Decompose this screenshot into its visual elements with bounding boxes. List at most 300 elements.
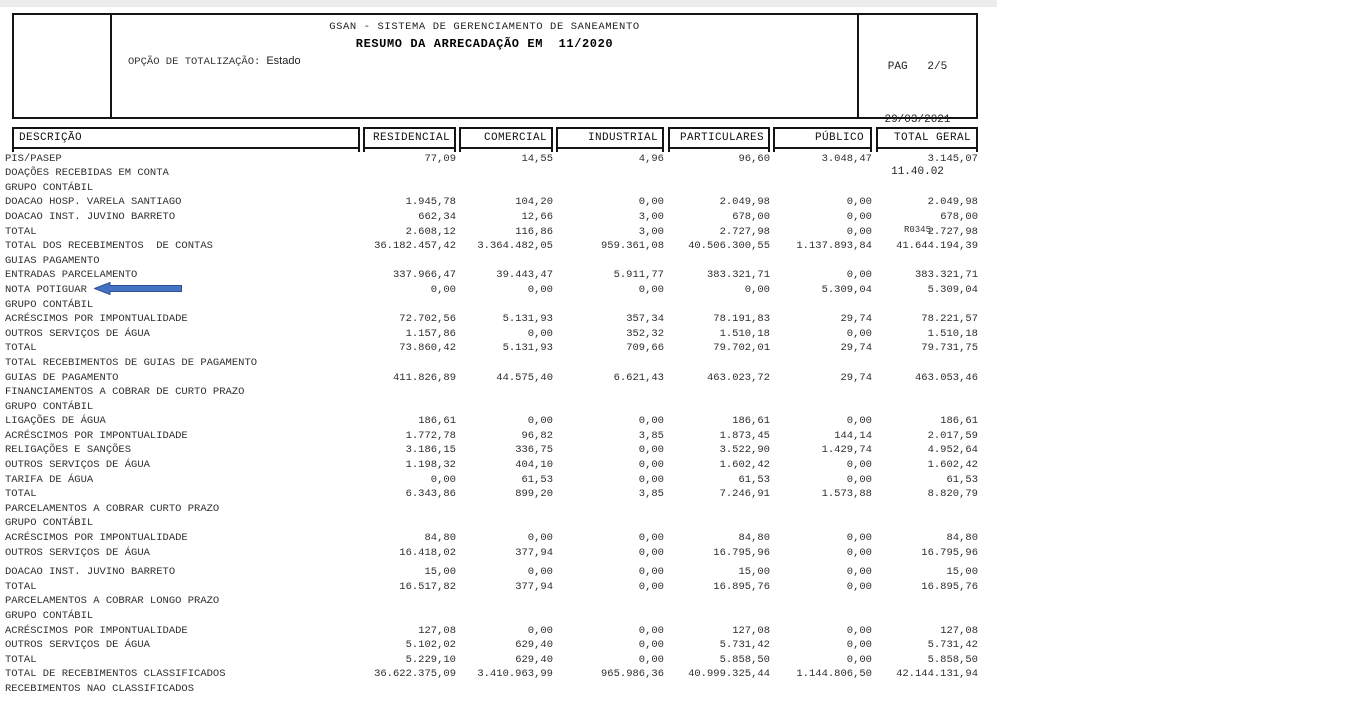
cell-comercial: 0,00 [527,415,553,428]
table-row [5,544,978,559]
cell-industrial: 0,00 [638,653,664,666]
column-header-residencial: RESIDENCIAL [363,127,456,149]
cell-total-geral: 78.221,57 [921,313,978,326]
cell-particulares [664,515,770,530]
cell-residencial: 0,00 [430,283,456,296]
table-row [5,486,978,501]
row-label: GRUPO CONTÁBIL [5,181,94,194]
cell-total-geral [872,607,978,622]
cell-residencial: 77,09 [424,152,456,165]
cell-residencial [363,179,456,194]
row-label: TARIFA DE ÁGUA [5,473,94,486]
cell-publico: 0,00 [846,415,872,428]
cell-particulares: 78.191,83 [713,313,770,326]
table-row [5,384,978,399]
cell-residencial: 72.702,56 [399,313,456,326]
row-label: NOTA POTIGUAR [5,281,363,296]
blue-left-arrow-icon [94,282,182,295]
cell-total-geral: 2.727,98 [927,225,978,238]
cell-industrial: 959.361,08 [600,240,664,253]
cell-total-geral [872,593,978,608]
row-label: FINANCIAMENTOS A COBRAR DE CURTO PRAZO [5,386,245,399]
cell-publico: 0,00 [846,580,872,593]
row-label: TOTAL [5,580,37,593]
cell-publico [770,680,872,695]
report-time: 11.40.02 [891,166,944,178]
cell-industrial [553,179,664,194]
row-label: DOACAO HOSP. VARELA SANTIAGO [5,196,182,209]
cell-residencial: 5.229,10 [405,653,456,666]
cell-comercial [456,252,553,267]
cell-total-geral [872,384,978,399]
cell-particulares [664,354,770,369]
cell-comercial: 116,86 [515,225,553,238]
table-row [5,471,978,486]
cell-particulares: 463.023,72 [706,371,770,384]
table-row [5,296,978,311]
column-header-comercial: COMERCIAL [459,127,553,149]
cell-particulares: 15,00 [738,566,770,579]
cell-particulares [664,593,770,608]
table-row [5,194,978,209]
row-label: TOTAL [5,488,37,501]
cell-residencial: 1.945,78 [405,196,456,209]
cell-comercial [456,515,553,530]
row-label: RELIGAÇÕES E SANÇÕES [5,444,132,457]
cell-publico: 29,74 [840,371,872,384]
row-label: TOTAL RECEBIMENTOS DE GUIAS DE PAGAMENTO [5,356,258,369]
cell-industrial: 352,32 [626,327,664,340]
cell-residencial: 127,08 [418,624,456,637]
cell-industrial [553,500,664,515]
cell-particulares [664,500,770,515]
cell-residencial: 2.608,12 [405,225,456,238]
cell-total-geral [872,252,978,267]
cell-residencial: 1.198,32 [405,459,456,472]
cell-publico: 1.429,74 [821,444,872,457]
cell-publico [770,607,872,622]
cell-residencial: 15,00 [424,566,456,579]
cell-publico: 0,00 [846,459,872,472]
summary-table [5,150,978,695]
cell-particulares: 3.522,90 [719,444,770,457]
cell-publico: 0,00 [846,327,872,340]
cell-publico: 0,00 [846,653,872,666]
cell-industrial: 6.621,43 [613,371,664,384]
row-label: DOAÇÕES RECEBIDAS EM CONTA [5,167,169,180]
row-label: ACRÉSCIMOS POR IMPONTUALIDADE [5,313,188,326]
cell-residencial [363,500,456,515]
cell-total-geral: 383.321,71 [914,269,978,282]
logo-placeholder [14,15,112,117]
cell-industrial: 3,85 [638,429,664,442]
cell-particulares: 1.873,45 [719,429,770,442]
cell-particulares: 383.321,71 [706,269,770,282]
cell-residencial [363,384,456,399]
cell-residencial: 36.182.457,42 [374,240,456,253]
cell-comercial: 14,55 [521,152,553,165]
cell-total-geral: 1.602,42 [927,459,978,472]
table-row [5,398,978,413]
cell-publico: 1.144.806,50 [796,668,872,681]
cell-comercial: 377,94 [515,546,553,559]
cell-industrial [553,593,664,608]
cell-industrial: 3,00 [638,225,664,238]
cell-industrial [553,252,664,267]
cell-particulares: 96,60 [738,152,770,165]
cell-total-geral: 42.144.131,94 [896,668,978,681]
table-row [5,369,978,384]
cell-industrial: 965.986,36 [600,668,664,681]
page-number: PAG 2/5 [887,61,948,73]
cell-comercial [456,296,553,311]
row-label: RECEBIMENTOS NAO CLASSIFICADOS [5,682,195,695]
cell-total-geral: 2.049,98 [927,196,978,209]
table-row [5,311,978,326]
cell-residencial: 337.966,47 [392,269,456,282]
column-header-total-geral: TOTAL GERAL [876,127,978,149]
cell-particulares [664,384,770,399]
cell-publico: 0,00 [846,269,872,282]
cell-industrial [553,354,664,369]
cell-particulares: 2.049,98 [719,196,770,209]
cell-total-geral: 127,08 [940,624,978,637]
column-header-particulares: PARTICULARES [668,127,770,149]
row-label: ACRÉSCIMOS POR IMPONTUALIDADE [5,624,188,637]
table-row [5,281,978,296]
cell-particulares [664,179,770,194]
cell-residencial: 662,34 [418,210,456,223]
cell-publico: 29,74 [840,313,872,326]
column-header-descricao: DESCRIÇÃO [12,127,360,149]
cell-comercial: 96,82 [521,429,553,442]
cell-residencial: 36.622.375,09 [374,668,456,681]
table-row [5,680,978,695]
cell-particulares: 16.895,76 [713,580,770,593]
cell-comercial: 39.443,47 [496,269,553,282]
cell-residencial [363,593,456,608]
cell-comercial: 44.575,40 [496,371,553,384]
cell-comercial: 0,00 [527,283,553,296]
cell-comercial: 377,94 [515,580,553,593]
table-row [5,578,978,593]
cell-comercial [456,500,553,515]
table-row [5,651,978,666]
cell-industrial: 0,00 [638,415,664,428]
cell-publico: 0,00 [846,225,872,238]
cell-total-geral [872,354,978,369]
cell-total-geral: 5.731,42 [927,639,978,652]
cell-publico: 0,00 [846,532,872,545]
cell-particulares [664,607,770,622]
cell-residencial [363,252,456,267]
cell-total-geral [872,398,978,413]
cell-particulares: 2.727,98 [719,225,770,238]
table-row [5,208,978,223]
table-row [5,529,978,544]
table-row [5,223,978,238]
cell-industrial: 4,96 [638,152,664,165]
row-label: ACRÉSCIMOS POR IMPONTUALIDADE [5,429,188,442]
report-code: R0345 [903,224,931,235]
cell-particulares: 79.702,01 [713,342,770,355]
cell-particulares: 40.506.300,55 [688,240,770,253]
table-row [5,165,978,180]
row-label: ACRÉSCIMOS POR IMPONTUALIDADE [5,532,188,545]
table-row [5,252,978,267]
cell-industrial: 0,00 [638,196,664,209]
cell-industrial: 0,00 [638,283,664,296]
cell-industrial: 0,00 [638,546,664,559]
cell-total-geral: 186,61 [940,415,978,428]
row-label: OUTROS SERVIÇOS DE ÁGUA [5,639,150,652]
cell-total-geral [872,680,978,695]
cell-residencial: 5.102,02 [405,639,456,652]
cell-publico [770,500,872,515]
cell-comercial: 629,40 [515,639,553,652]
report-title: RESUMO DA ARRECADAÇÃO EM 11/2020 [355,37,614,51]
cell-industrial: 0,00 [638,566,664,579]
scan-artifact-strip [0,0,997,7]
cell-particulares: 5.858,50 [719,653,770,666]
table-row [5,267,978,282]
cell-particulares: 84,80 [738,532,770,545]
cell-publico: 0,00 [846,196,872,209]
header-titles [112,15,857,117]
cell-comercial: 336,75 [515,444,553,457]
row-label: DOACAO INST. JUVINO BARRETO [5,210,176,223]
cell-particulares: 1.602,42 [719,459,770,472]
cell-total-geral [872,165,978,180]
cell-residencial [363,296,456,311]
row-label: TOTAL [5,225,37,238]
cell-particulares: 61,53 [738,473,770,486]
cell-residencial: 3.186,15 [405,444,456,457]
column-header-publico: PÚBLICO [773,127,872,149]
cell-total-geral [872,515,978,530]
row-label: TOTAL DE RECEBIMENTOS CLASSIFICADOS [5,668,226,681]
cell-comercial: 104,20 [515,196,553,209]
cell-publico: 29,74 [840,342,872,355]
cell-residencial: 16.517,82 [399,580,456,593]
cell-industrial: 3,85 [638,488,664,501]
cell-particulares: 0,00 [744,283,770,296]
cell-comercial: 0,00 [527,624,553,637]
cell-comercial: 629,40 [515,653,553,666]
cell-total-geral: 1.510,18 [927,327,978,340]
cell-comercial [456,179,553,194]
cell-industrial: 357,34 [626,313,664,326]
cell-industrial: 0,00 [638,459,664,472]
cell-publico: 5.309,04 [821,283,872,296]
table-row [5,179,978,194]
totalization-label: OPÇÃO DE TOTALIZAÇÃO: [128,56,261,68]
table-row [5,340,978,355]
cell-comercial [456,354,553,369]
table-row [5,607,978,622]
cell-total-geral: 61,53 [946,473,978,486]
row-label: OUTROS SERVIÇOS DE ÁGUA [5,459,150,472]
cell-total-geral: 3.145,07 [927,152,978,165]
cell-residencial [363,165,456,180]
row-label: GRUPO CONTÁBIL [5,610,94,622]
cell-residencial [363,680,456,695]
cell-comercial [456,398,553,413]
cell-residencial: 1.157,86 [405,327,456,340]
cell-particulares [664,680,770,695]
cell-total-geral: 16.895,76 [921,580,978,593]
cell-residencial: 6.343,86 [405,488,456,501]
cell-particulares [664,398,770,413]
row-label: OUTROS SERVIÇOS DE ÁGUA [5,546,150,559]
cell-residencial: 411.826,89 [392,371,456,384]
cell-industrial: 0,00 [638,473,664,486]
cell-residencial: 0,00 [430,473,456,486]
cell-publico: 0,00 [846,473,872,486]
row-label: TOTAL [5,653,37,666]
cell-comercial: 3.364.482,05 [477,240,553,253]
cell-particulares [664,252,770,267]
cell-total-geral [872,296,978,311]
cell-comercial: 0,00 [527,532,553,545]
row-label: PARCELAMENTOS A COBRAR CURTO PRAZO [5,502,220,515]
row-label: GRUPO CONTÁBIL [5,298,94,311]
cell-comercial [456,165,553,180]
cell-comercial: 899,20 [515,488,553,501]
cell-publico: 3.048,47 [821,152,872,165]
cell-particulares: 678,00 [732,210,770,223]
cell-publico [770,593,872,608]
cell-industrial [553,398,664,413]
cell-comercial [456,384,553,399]
row-label: TOTAL [5,342,37,355]
system-title: GSAN - SISTEMA DE GERENCIAMENTO DE SANEAMENTO [329,21,640,33]
cell-industrial: 0,00 [638,639,664,652]
cell-publico [770,296,872,311]
cell-comercial: 3.410.963,99 [477,668,553,681]
table-row [5,515,978,530]
cell-publico: 0,00 [846,546,872,559]
cell-industrial: 5.911,77 [613,269,664,282]
cell-residencial: 186,61 [418,415,456,428]
cell-total-geral: 16.795,96 [921,546,978,559]
row-label: TOTAL DOS RECEBIMENTOS DE CONTAS [5,240,213,253]
cell-total-geral: 463.053,46 [914,371,978,384]
table-row [5,456,978,471]
table-row [5,593,978,608]
cell-particulares: 5.731,42 [719,639,770,652]
cell-total-geral: 79.731,75 [921,342,978,355]
cell-residencial [363,515,456,530]
cell-particulares: 1.510,18 [719,327,770,340]
cell-comercial: 5.131,93 [502,313,553,326]
cell-total-geral: 15,00 [946,566,978,579]
cell-publico [770,515,872,530]
cell-residencial [363,354,456,369]
cell-total-geral: 5.309,04 [927,283,978,296]
cell-particulares [664,296,770,311]
cell-residencial: 16.418,02 [399,546,456,559]
cell-total-geral: 2.017,59 [927,429,978,442]
cell-particulares: 40.999.325,44 [688,668,770,681]
cell-comercial: 0,00 [527,327,553,340]
cell-industrial: 3,00 [638,210,664,223]
row-label: GUIAS PAGAMENTO [5,254,100,267]
table-row [5,325,978,340]
column-header-industrial: INDUSTRIAL [556,127,664,149]
cell-particulares: 127,08 [732,624,770,637]
table-row [5,442,978,457]
cell-publico [770,354,872,369]
table-row [5,559,978,579]
row-label: GRUPO CONTÁBIL [5,517,94,530]
cell-total-geral: 41.644.194,39 [896,240,978,253]
cell-particulares: 16.795,96 [713,546,770,559]
cell-publico: 0,00 [846,639,872,652]
cell-residencial: 73.860,42 [399,342,456,355]
row-label: GRUPO CONTÁBIL [5,400,94,413]
table-row [5,150,978,165]
cell-residencial [363,398,456,413]
cell-industrial [553,680,664,695]
cell-publico: 1.137.893,84 [796,240,872,253]
table-row [5,413,978,428]
cell-residencial: 84,80 [424,532,456,545]
cell-comercial [456,680,553,695]
cell-publico [770,179,872,194]
cell-residencial: 1.772,78 [405,429,456,442]
cell-industrial: 709,66 [626,342,664,355]
cell-industrial [553,165,664,180]
row-label: ENTRADAS PARCELAMENTO [5,269,138,282]
cell-comercial [456,593,553,608]
cell-publico: 0,00 [846,624,872,637]
cell-comercial: 0,00 [527,566,553,579]
cell-publico: 0,00 [846,566,872,579]
cell-comercial: 404,10 [515,459,553,472]
cell-industrial: 0,00 [638,532,664,545]
cell-publico [770,398,872,413]
table-body [5,150,978,695]
cell-total-geral [872,179,978,194]
table-row [5,427,978,442]
cell-comercial [456,607,553,622]
cell-comercial: 12,66 [521,210,553,223]
totalization-line [128,55,301,68]
table-row [5,666,978,681]
cell-particulares [664,165,770,180]
cell-total-geral: 84,80 [946,532,978,545]
cell-total-geral: 678,00 [940,210,978,223]
cell-industrial [553,296,664,311]
report-date: 29/03/2021 [884,113,951,126]
cell-total-geral [872,500,978,515]
cell-industrial [553,607,664,622]
table-row [5,238,978,253]
cell-publico: 144,14 [834,429,872,442]
row-label: LIGAÇÕES DE ÁGUA [5,415,106,428]
table-row [5,354,978,369]
cell-comercial: 61,53 [521,473,553,486]
cell-total-geral: 4.952,64 [927,444,978,457]
cell-comercial: 5.131,93 [502,342,553,355]
cell-industrial [553,515,664,530]
cell-publico: 0,00 [846,210,872,223]
cell-industrial: 0,00 [638,580,664,593]
cell-particulares: 7.246,91 [719,488,770,501]
cell-total-geral: 5.858,50 [927,653,978,666]
cell-industrial: 0,00 [638,624,664,637]
